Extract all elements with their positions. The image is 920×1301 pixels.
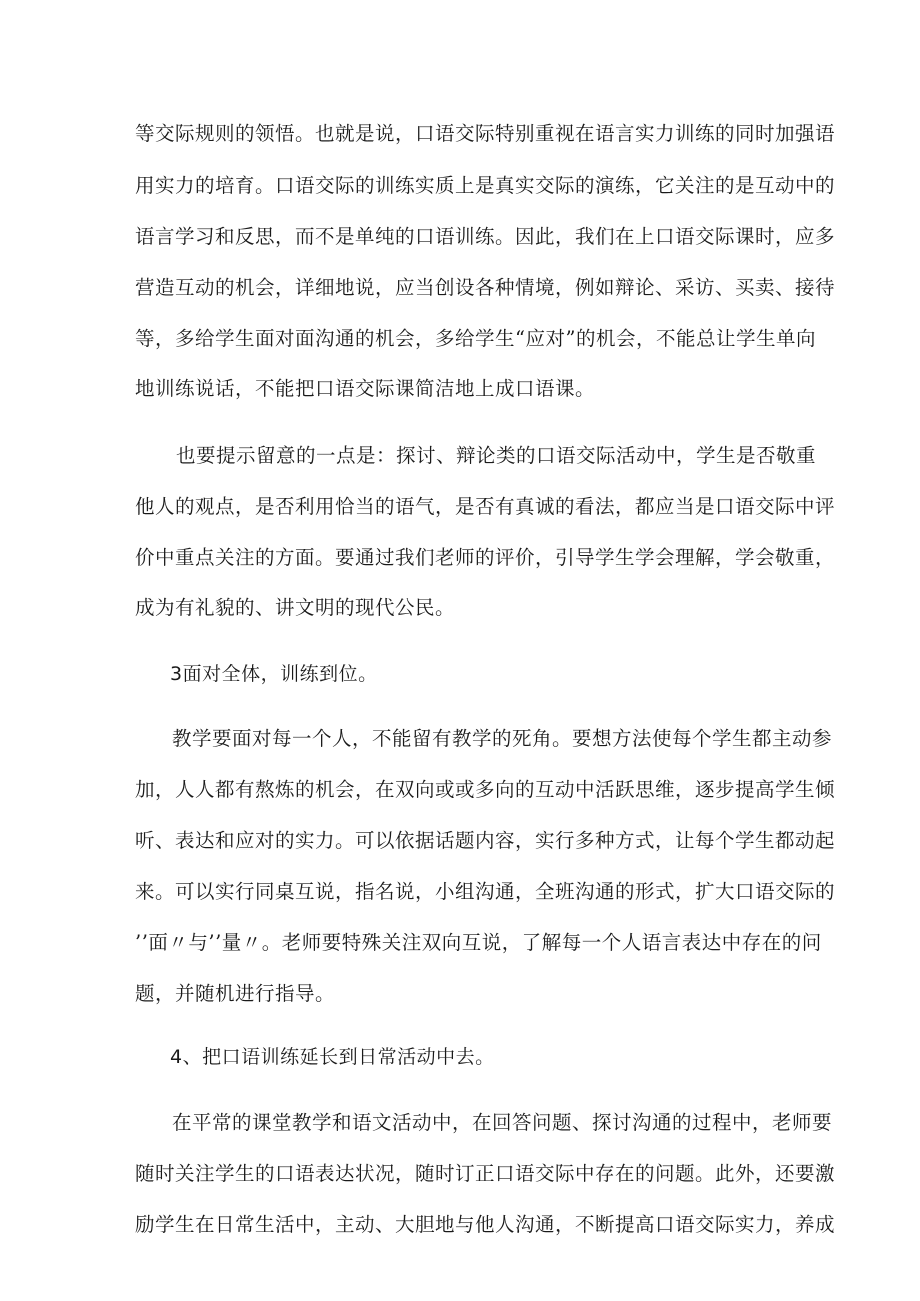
paragraph-3-line-1: 教学要面对每一个人，不能留有教学的死角。要想方法使每个学生都主动参 (172, 727, 833, 750)
paragraph-1-line-4: 营造互动的机会，详细地说，应当创设各种情境，例如辩论、采访、买卖、接待 (135, 276, 836, 299)
paragraph-2-line-2: 他人的观点，是否利用恰当的语气，是否有真诚的看法，都应当是口语交际中评 (135, 495, 836, 518)
paragraph-3-line-6: 题，并随机进行指导。 (135, 982, 336, 1005)
paragraph-1-line-2: 用实力的培育。口语交际的训练实质上是真实交际的演练，它关注的是互动中的 (135, 174, 836, 197)
paragraph-3-line-2: 加，人人都有熬炼的机会，在双向或或多向的互动中活跃思维，逐步提高学生倾 (135, 778, 836, 801)
paragraph-2-line-1: 也要提示留意的一点是：探讨、辩论类的口语交际活动中，学生是否敬重 (176, 444, 817, 467)
paragraph-4-line-1: 在平常的课堂教学和语文活动中，在回答问题、探讨沟通的过程中，老师要 (172, 1111, 833, 1134)
paragraph-1-line-6: 地训练说话，不能把口语交际课简洁地上成口语课。 (135, 377, 596, 400)
paragraph-1-line-3: 语言学习和反思，而不是单纯的口语训练。因此，我们在上口语交际课时，应多 (135, 225, 836, 248)
section-heading-4: 4、把口语训练延长到日常活动中去。 (170, 1046, 495, 1068)
paragraph-3-line-3: 听、表达和应对的实力。可以依据话题内容，实行多种方式，让每个学生都动起 (135, 829, 836, 852)
paragraph-1-line-5: 等，多给学生面对面沟通的机会，多给学生“应对”的机会，不能总让学生单向 (135, 327, 816, 350)
paragraph-4-line-2: 随时关注学生的口语表达状况，随时订正口语交际中存在的问题。此外，还要激 (135, 1162, 836, 1185)
paragraph-3-line-5: ’’面〃与’’量〃。老师要特殊关注双向互说，了解每一个人语言表达中存在的问 (135, 931, 822, 954)
paragraph-2-line-3: 价中重点关注的方面。要通过我们老师的评价，引导学生学会理解，学会敬重， (135, 546, 836, 569)
paragraph-3-line-4: 来。可以实行同桌互说，指名说，小组沟通，全班沟通的形式，扩大口语交际的 (135, 880, 836, 903)
paragraph-4-line-3: 励学生在日常生活中，主动、大胆地与他人沟通，不断提高口语交际实力，养成 (135, 1213, 836, 1236)
paragraph-1-line-1: 等交际规则的领悟。也就是说，口语交际特别重视在语言实力训练的同时加强语 (135, 122, 836, 145)
paragraph-2-line-4: 成为有礼貌的、讲文明的现代公民。 (135, 596, 456, 619)
section-heading-3: 3面对全体，训练到位。 (170, 663, 378, 685)
